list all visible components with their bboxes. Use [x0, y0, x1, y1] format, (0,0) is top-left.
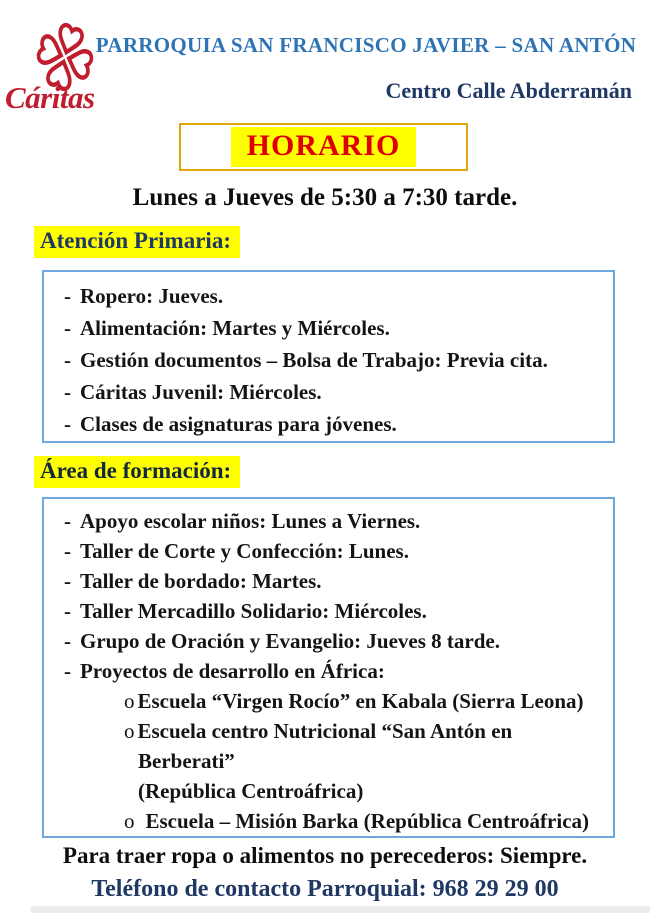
phone-line: Teléfono de contacto Parroquial: 968 29 29 00	[91, 876, 559, 902]
bottom-edge-strip	[30, 906, 650, 913]
list-item	[64, 348, 607, 380]
dash-bullet: -	[64, 569, 71, 593]
list-item	[64, 412, 607, 444]
dash-bullet: -	[64, 348, 71, 372]
list-item	[64, 659, 607, 689]
horario-banner-label: HORARIO	[231, 127, 417, 167]
list-item-text: Escuela centro Nutricional “San Antón en	[137, 719, 513, 743]
parish-title: PARROQUIA SAN FRANCISCO JAVIER – SAN ANTÓN	[95, 33, 637, 57]
atencion-primaria-box	[42, 270, 615, 443]
list-item	[64, 284, 607, 316]
center-subtitle: Centro Calle Abderramán	[385, 78, 632, 103]
dash-bullet: -	[64, 539, 71, 563]
dash-bullet: -	[64, 380, 71, 404]
list-item-text: Taller Mercadillo Solidario: Miércoles.	[80, 599, 427, 623]
caritas-wordmark: Cáritas	[5, 80, 95, 115]
dash-bullet: -	[64, 316, 71, 340]
sub-list-item	[64, 719, 607, 749]
list-item-text: Clases de asignaturas para jóvenes.	[80, 412, 397, 436]
sub-list-item-continuation	[64, 749, 607, 779]
list-item-text: Cáritas Juvenil: Miércoles.	[80, 380, 322, 404]
list-item	[64, 599, 607, 629]
sub-list-item	[64, 689, 607, 719]
list-item-text: Escuela “Virgen Rocío” en Kabala (Sierra Leona)	[137, 689, 584, 713]
section-heading-area-formacion: Área de formación:	[34, 456, 240, 488]
dash-bullet: -	[64, 659, 71, 683]
list-item-text: Taller de bordado: Martes.	[80, 569, 322, 593]
list-item	[64, 316, 607, 348]
dash-bullet: -	[64, 509, 71, 533]
list-item-text: Apoyo escolar niños: Lunes a Viernes.	[80, 509, 421, 533]
list-item-text: Ropero: Jueves.	[80, 284, 224, 308]
list-item	[64, 509, 607, 539]
list-item-text: (República Centroáfrica)	[138, 779, 364, 803]
list-item-text: Taller de Corte y Confección: Lunes.	[80, 539, 409, 563]
list-item	[64, 569, 607, 599]
schedule-line: Lunes a Jueves de 5:30 a 7:30 tarde.	[132, 184, 518, 211]
dash-bullet: -	[64, 412, 71, 436]
section-heading-atencion-primaria: Atención Primaria:	[34, 226, 240, 258]
list-item-text: Escuela – Misión Barka (República Centroáfrica)	[145, 809, 590, 833]
list-item-text: Berberati”	[138, 749, 235, 773]
circle-bullet: o	[124, 689, 135, 713]
area-formacion-box	[42, 497, 615, 838]
donations-line: Para traer ropa o alimentos no perecederos: Siempre.	[62, 843, 588, 868]
list-item-text: Alimentación: Martes y Miércoles.	[80, 316, 390, 340]
dash-bullet: -	[64, 284, 71, 308]
list-item-text: Grupo de Oración y Evangelio: Jueves 8 tarde.	[80, 629, 500, 653]
sub-list-item	[64, 809, 607, 839]
horario-banner	[179, 123, 468, 171]
list-item	[64, 380, 607, 412]
dash-bullet: -	[64, 599, 71, 623]
circle-bullet: o	[124, 719, 135, 743]
dash-bullet: -	[64, 629, 71, 653]
circle-bullet: o	[124, 809, 135, 833]
list-item-text: Gestión documentos – Bolsa de Trabajo: Previa cita.	[80, 348, 548, 372]
list-item	[64, 629, 607, 659]
list-item	[64, 539, 607, 569]
sub-list-item-continuation	[64, 779, 607, 809]
list-item-text: Proyectos de desarrollo en África:	[80, 659, 385, 683]
